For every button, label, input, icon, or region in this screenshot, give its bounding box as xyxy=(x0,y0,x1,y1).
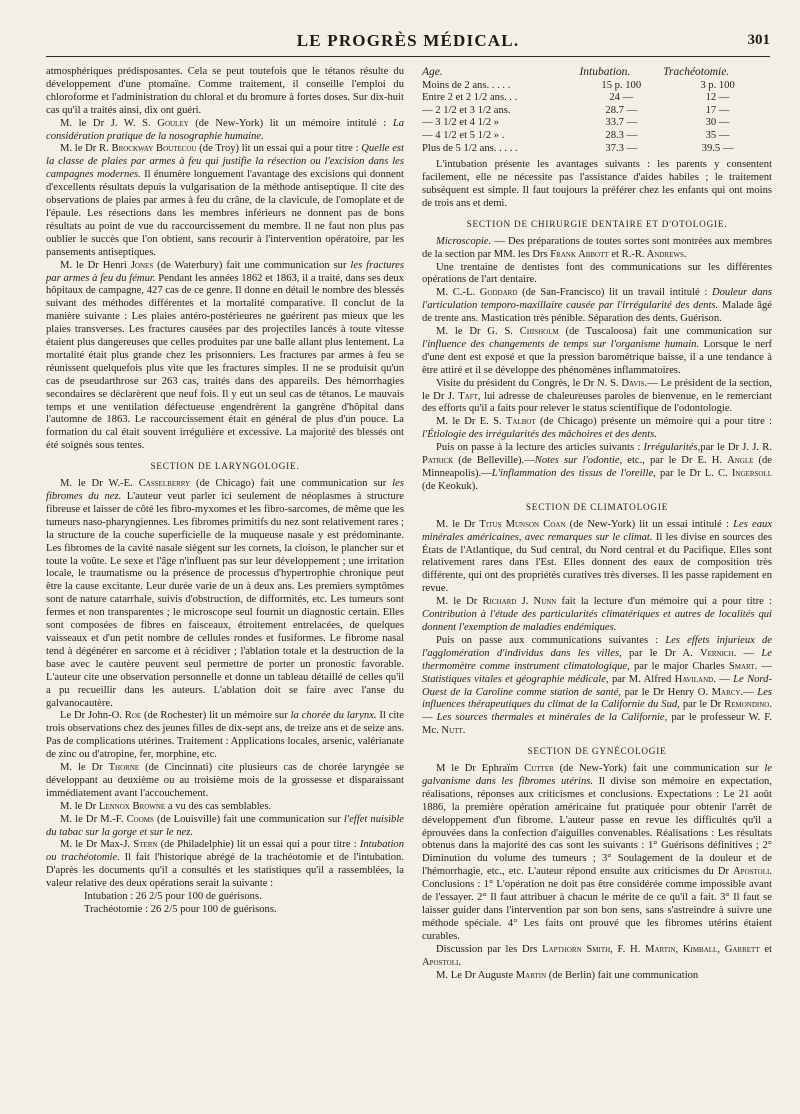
table-cell: 15 p. 100 xyxy=(601,79,642,91)
section-heading: SECTION DE CHIRURGIE DENTAIRE ET D'OTOLOGIE. xyxy=(466,218,728,229)
author-name: Richard J. Nunn xyxy=(482,596,557,608)
table-cell: 24 — xyxy=(609,92,634,104)
section-heading: SECTION DE CLIMATOLOGIE xyxy=(525,501,669,512)
table-cell: Moins de 2 ans. . . . . xyxy=(422,79,511,91)
paragraph xyxy=(46,118,404,144)
work-title: Le Nord-Ouest de la Caroline comme station de santé, xyxy=(422,673,772,698)
text-run: Il les divise en sources des États de l'Atlantique, du Sud central, du Nord central et du Pacifique. Elles sont relativement rares dans l'Est. Elles donnent des eaux de composition très différente, qui ont des propriétés curatives très diverses. Il les passe rapidement en revue. xyxy=(422,531,773,595)
text-run: Malade âgé de trente ans. Mastication très pénible. Séparation des dents. Guérison. xyxy=(422,300,772,325)
text-run: M. le Dr Henri xyxy=(60,259,131,271)
text-run: . Conclusions : 1° L'opération ne doit pas être considérée comme impossible avant de l'essayer. 2° Il faut attribuer à chacun le mérite de ce qu'il a fait. 3° Il faut se laisser guider dans l'intervention par son bon sens, sans s'astreindre à suivre une méthode spéciale. 4° Les faits ont prouvé que les fibromes utérins étaient curables. xyxy=(422,866,772,942)
author-name: Gouley xyxy=(157,117,189,129)
text-run: par le Dr L. C. xyxy=(655,468,732,479)
text-run: M. le Dr Max-J. xyxy=(60,839,134,851)
left-column xyxy=(46,66,404,917)
text-run: M. le Dr xyxy=(60,800,99,812)
text-run: Il cite trois observations chez des jeunes filles de dix-sept ans, de treize ans et de seize ans. Pas de complications utérines. Traitement : Applications locales, arsenic, valérianate de zinc ou d'atropine, fer, morphine, etc. xyxy=(46,710,405,761)
text-run: M. C.-L. xyxy=(436,287,480,299)
author-name: Titus Munson Coan xyxy=(479,518,566,530)
text-run: (de San-Francisco) lit un travail intitulé : xyxy=(517,287,712,299)
paragraph xyxy=(422,596,772,635)
author-name: Frank Abbott xyxy=(550,248,609,260)
text-run: M. le Dr xyxy=(436,596,483,608)
paragraph xyxy=(46,710,404,762)
table-cell: — 4 1/2 et 5 1/2 » . xyxy=(422,129,505,141)
table-cell: 37.3 — xyxy=(605,142,638,154)
work-title: Quelle est la classe de plaies par armes à feu qui justifie la résection ou l'excision dans les campagnes modernes. xyxy=(46,143,404,181)
author-name: Goddard xyxy=(479,287,518,299)
text-run: Lorsque le nerf d'une dent est exposé et que la pression barométrique baisse, il a une tendance à être attiré et il se développe des phénomènes inflammatoires. xyxy=(422,338,773,376)
work-title: l'effet nuisible du tabac sur la gorge et sur le nez. xyxy=(46,813,404,838)
author-name: Taft xyxy=(458,390,478,402)
text-run: M. le Dr J. W. S. xyxy=(60,117,158,129)
text-run: (de Berlin) fait une communication xyxy=(546,969,699,981)
text-run: (de Waterbury) fait une communication sur xyxy=(153,259,351,271)
paragraph xyxy=(422,442,772,494)
text-run: fait la lecture d'un mémoire qui a pour titre : xyxy=(556,596,772,608)
work-title: Les sources thermales et minérales de la Californie, xyxy=(436,712,668,724)
paragraph xyxy=(46,478,404,710)
text-run: par le Dr J. J. R. xyxy=(700,442,772,454)
author-name: Martin xyxy=(645,943,676,955)
paragraph: Une trentaine de dentistes font des communications sur les différentes opérations de l'art dentaire. xyxy=(422,261,772,286)
text-run: . xyxy=(462,725,466,737)
table-row xyxy=(422,117,772,130)
paragraph xyxy=(46,801,404,814)
text-run: (de Minneapolis).— xyxy=(422,455,772,479)
text-run: (de New-York) lit un mémoire intitulé : xyxy=(188,117,393,129)
text-run: Il énumère longuement l'avantage des excisions qui donnent d'excellents résultats depuis la vulgarisation de la méthode antiseptique. Il cite des observations de plaies par armes à feu du crâne, de la clavicule, de l'omoplate et de l'épaule. Les résections dans les membres inférieurs ne donnent pas de bons résultats au point de vue du raccourcissement du membre. Il ne faut non plus pas oublier le succès que l'on obtient, sans recourir à l'intervention opératoire, par les pansements antiseptiques. xyxy=(46,169,404,258)
author-name: Apostoli xyxy=(733,866,770,878)
work-title: Le thermomètre comme instrument climatologique, xyxy=(422,647,772,672)
text-run: M. le Dr W.-E. xyxy=(60,478,139,490)
table-cell: 28.3 — xyxy=(605,129,638,141)
work-title: l'Étiologie des irrégularités des mâchoires et des dents. xyxy=(422,429,657,441)
author-name: Cutter xyxy=(524,763,554,775)
text-run: M. le Dr R. xyxy=(60,143,112,155)
author-name: Jones xyxy=(130,259,154,271)
table-cell: 3 p. 100 xyxy=(700,79,735,91)
table-row xyxy=(422,130,772,143)
author-name: Angle xyxy=(727,455,754,467)
table-cell: 12 — xyxy=(705,92,730,104)
text-run: Le Dr John-O. xyxy=(60,710,125,722)
text-run: , etc., par le Dr E. H. xyxy=(619,455,728,467)
text-run: par le major Charles xyxy=(629,660,729,672)
text-run: — Des préparations de toutes sortes sont montrées aux membres de la section par MM. les Drs xyxy=(422,235,772,260)
paragraph xyxy=(422,287,772,326)
paragraph xyxy=(46,814,404,840)
paragraph xyxy=(422,970,772,983)
author-name: Kimball, Garrett xyxy=(682,943,760,955)
work-title: Les effets injurieux de l'agglomération d'individus dans les villes, xyxy=(422,634,773,659)
page-number: 301 xyxy=(747,32,770,48)
table-cell: 30 — xyxy=(705,117,730,129)
text-run: L'auteur veut parler ici seulement de néoplasmes à structure fibreuse et laisser de côté les fibro-myxomes et les fibro-sarcomes, de même que les tumeurs naso-pharyngiennes. Les fibromes primitifs du nez sont relativement rares ; la structure de la couche superficielle de la muqueuse nasale y est prédominante. Les fibromes de la cavité nasale siègent sur les cornets, la cloison, le plancher sur et toute la voûte. Le sexe et l'âge n'influent pas sur leur développement ; une irritation locale, le traumatisme ou la présence de processus d'hypertrophie chronique peut être la cause excitante. Leur durée varie de un à deux ans. Les premiers symptômes sont de nature catarrhale, suivis d'obstruction, de difformités, etc. Les tumeurs sont fermes et non transparentes ; le microscope seul fournit un diagnostic certain. Elles sont composées de fibres en faisceaux, étroitement entrelacées, de quelques vaisseaux et d'un petit nombre de cellules rondes et fusiformes. Le fibrome nasal tend à dégénérer en sarcome et à récidiver ; l'ablation totale et la destruction de la base avec le cautère peuvent seul permettre de porter un pronostic favorable. L'auteur cite une observation personnelle et donne un tableau détaillé de celles qu'il a pu recueillir dans les auteurs. L'ablation doit se faire avec l'anse du galvanocautère. xyxy=(46,491,404,709)
author-name: Lennox Browne xyxy=(98,800,166,812)
text-run: (de Cincinnati) cite plusieurs cas de chorée laryngée se développant au deuxième ou au troisième mois de la grossesse et disparaissant immédiatement avant l'accouchement. xyxy=(46,762,404,799)
author-name: Marcy xyxy=(711,686,741,698)
column-header-tracheotomie: Trachéotomie. xyxy=(663,66,730,78)
age-statistics-table xyxy=(422,66,772,155)
author-name: Talbot xyxy=(505,416,536,428)
author-name: Haviland xyxy=(674,673,714,685)
text-run: et xyxy=(759,943,773,955)
journal-title: LE PROGRÈS MÉDICAL. xyxy=(296,31,520,50)
text-run: par le professeur W. F. Mc. xyxy=(422,712,772,737)
text-run: Visite du président du Congrès, le Dr N. S. xyxy=(436,377,622,389)
text-run: (de Louisville) fait une communication sur xyxy=(153,813,344,825)
paragraph xyxy=(46,762,404,801)
author-name: Smart xyxy=(728,660,755,672)
table-cell: 33.7 — xyxy=(605,117,638,129)
work-title: l'influence des changements de temps sur l'organisme humain. xyxy=(422,338,700,350)
text-run: (de Belleville).— xyxy=(453,455,535,467)
table-cell: — 2 1/2 et 3 1/2 ans. xyxy=(422,104,511,116)
paragraph xyxy=(46,839,404,891)
text-run: . — xyxy=(733,647,762,659)
work-title: les fractures par armes à feu du fémur. xyxy=(46,259,404,284)
text-run: M. le Dr xyxy=(436,518,480,530)
column-header-age: Age. xyxy=(422,66,443,78)
text-run: . xyxy=(683,248,687,260)
text-run: (de Rochester) lit un mémoire sur xyxy=(141,710,291,722)
author-name: Casselberry xyxy=(138,478,191,490)
text-run: Puis on passe aux communications suivantes : xyxy=(436,634,666,646)
author-name: Apostoli xyxy=(422,956,459,968)
text-run: M le Dr Ephraïm xyxy=(436,763,525,775)
work-title: la chorée du larynx. xyxy=(290,710,377,722)
table-header-row xyxy=(422,66,772,80)
running-header xyxy=(46,30,770,57)
text-run: M. Le Dr Auguste xyxy=(436,969,516,981)
author-name: R.-R. Andrews xyxy=(621,248,684,260)
text-run: M. le Dr E. S. xyxy=(436,416,506,428)
work-title: les fibromes du nez. xyxy=(46,478,404,502)
author-name: Thorne xyxy=(108,762,140,774)
paragraph: atmosphériques prédisposantes. Cela se peut toutefois que le tétanos résulte du développement d'une ptomaïne. Comme traitement, il conseille l'emploi du chloroforme et l'administration du chloral et du bromure à fortes doses. Sur dix-huit cas qu'il a traités ainsi, dix ont guéri. xyxy=(46,66,404,116)
text-run: . xyxy=(458,956,461,968)
text-run: . — xyxy=(713,673,734,685)
text-run: M. le Dr xyxy=(60,762,109,774)
text-run: par M. Alfred xyxy=(608,673,675,685)
text-run: par le Dr Henry O. xyxy=(621,686,712,698)
author-name: Nutt xyxy=(441,725,463,737)
text-run: a vu des cas semblables. xyxy=(165,800,272,812)
text-run: (de New-York) fait une communication sur xyxy=(553,763,765,775)
author-name: Davis xyxy=(621,377,645,389)
text-run: (de Troy) lit un essai qui a pour titre : xyxy=(196,143,362,155)
paragraph: L'intubation présente les avantages suivants : les parents y consentent facilement, elle ne nécessite pas l'assistance d'aides habiles ; le traitement subséquent est simple. Il faut toujours la préférer chez les enfants qui ont moins de trois ans et demi. xyxy=(422,159,772,209)
text-run: Discussion par les Drs xyxy=(436,943,543,955)
text-run: M. le Dr M.-F. xyxy=(60,813,127,825)
work-title: le galvanisme dans les fibromes utérins. xyxy=(422,763,772,787)
author-name: Roe xyxy=(124,710,142,722)
section-heading: SECTION DE GYNÉCOLOGIE xyxy=(527,746,667,757)
work-title: La considération pratique de la nosographie humaine. xyxy=(46,117,405,142)
text-run: Il fait l'historique abrégé de la trachéotomie et de l'intubation. D'après les documents qu'il a consultés et les statistiques qu'il a rassemblées, la valeur relative des deux opérations serait la suivante : xyxy=(46,852,404,890)
text-run: Puis on passe à la lecture des articles suivants : xyxy=(436,442,644,454)
work-title: Douleur dans l'articulation temporo-maxillaire causée par l'irrégularité des dents. xyxy=(422,287,772,312)
text-run: et xyxy=(608,248,622,260)
text-run: , F. H. xyxy=(610,943,646,955)
paragraph xyxy=(422,326,772,378)
table-row xyxy=(422,92,772,105)
table-cell: Entre 2 et 2 1/2 ans. . . xyxy=(422,92,518,104)
column-header-intubation: Intubation. xyxy=(579,66,631,78)
paragraph xyxy=(422,236,772,262)
paragraph xyxy=(422,378,772,417)
text-run: par le Dr A. xyxy=(621,647,700,659)
text-run: Il divise son mémoire en expectation, réalisations, réponses aux criticismes et conclusions. Expectations : Le 21 août 1886, la première opération américaine fut pratiquée pour obtenir l'arrêt de développement d'un fibrome. L'auteur passe en revue les difficultés qu'il a éprouvées dans la confection d'aiguilles convenables. Réalisations : Les résultats obtenus dans la majorité des cas sont les suivants : 1° Guérisons définitives ; 2° Diminution du volume des tumeurs ; 3° Soulagement de la douleur et de l'hémorrhagie, etc., etc. L'auteur répond ensuite aux criticismes du Dr xyxy=(422,775,772,878)
paragraph xyxy=(46,143,404,259)
text-run: , xyxy=(675,943,683,955)
work-title: L'inflammation des tissus de l'oreille, xyxy=(491,468,656,479)
author-name: Cooms xyxy=(126,813,154,825)
table-cell: 39.5 — xyxy=(701,142,734,154)
work-title: Microscopie. xyxy=(436,235,492,247)
right-column xyxy=(422,66,772,982)
author-name: Martin xyxy=(515,969,547,981)
text-run: (de New-York) lit un essai intitulé : xyxy=(565,518,734,530)
author-name: Chisholm xyxy=(519,326,559,338)
work-title: Notes sur l'odontie xyxy=(534,455,620,467)
work-title: Les eaux minérales américaines, avec remarques sur le climat. xyxy=(422,518,772,543)
author-name: Stern xyxy=(133,839,158,851)
table-cell: 28.7 — xyxy=(605,104,638,116)
author-name: Lapthorn Smith xyxy=(542,943,611,955)
table-cell: 17 — xyxy=(705,104,730,116)
table-cell: Plus de 5 1/2 ans. . . . . xyxy=(422,142,518,154)
work-title: Statistiques vitales et géographie médicale, xyxy=(422,673,609,685)
text-run: Pendant les années 1862 et 1863, il a traité, dans ses deux hôpitaux de campagne, 427 cas de ce genre. Il donne en détail le nombre des blessés suivant des méthodes différentes et la mortalité comparative. Il conclut de la manière suivante : Les plaies antéro-postérieures ne guérirent pas mieux que les plaies transverses. Les fractures causées par des projectiles lancés à toute vitesse étaient plus dangereuses que celles produites par une balle allant plus lentement. La mortalité était plus grande chez les prisonniers. Les fractures par armes à feu se réunissent quelquefois plus vite que les fractures simples. Il ne se produisit qu'un cas de pseudarthrose sur 263 cas, traités dans des appareils. Des hémorrhagies secondaires se déclarèrent que neuf fois. Il y eut un seul cas de tétanos. Le mauvais temps et une ventilation défectueuse engendrèrent la gangrène d'hôpital dans l'automne de 1863. Le raccourcissement était en général de plus d'un pouce. La formation du cal était souvent irrégulière et excessive. La majorité des blessés ont été soignés sous tentes. xyxy=(46,272,404,452)
text-run: (de Philadelphie) lit un essai qui a pour titre : xyxy=(157,839,360,851)
author-name: Remondino xyxy=(724,699,770,711)
text-run: par le Dr xyxy=(679,699,725,711)
table-row xyxy=(422,80,772,93)
work-title: Les influences thérapeutiques du climat de la Californie du Sud, xyxy=(422,686,773,711)
statistic-line: Trachéotomie : 26 2/5 pour 100 de guérisons. xyxy=(84,904,277,915)
author-name: Vernich xyxy=(699,647,734,659)
paragraph xyxy=(46,260,404,454)
table-row xyxy=(422,105,772,118)
paragraph xyxy=(422,635,772,738)
table-row xyxy=(422,143,772,156)
text-run: .— xyxy=(740,686,758,698)
text-run: , lui adresse de chaleureuses paroles de bienvenue, en le remerciant des efforts qu'il a faits pour relever le status scientifique de l'odontologie. xyxy=(422,390,773,415)
text-run: M. le Dr G. S. xyxy=(436,326,520,338)
author-name: Patrick xyxy=(422,455,454,467)
statistic-line: Intubation : 26 2/5 pour 100 de guérisons. xyxy=(84,891,262,903)
paragraph xyxy=(422,944,772,970)
text-run: . — xyxy=(422,699,772,724)
section-heading: SECTION DE LARYNGOLOGIE. xyxy=(150,461,300,472)
paragraph xyxy=(422,519,772,596)
paragraph xyxy=(422,763,772,944)
work-title: Contribution à l'étude des particularités climatériques et autres de localités qui donnent l'exemption de maladies endémiques. xyxy=(422,609,772,633)
text-run: (de Tuscaloosa) fait une communication sur xyxy=(558,326,772,338)
paragraph xyxy=(422,416,772,442)
text-run: (de Keokuk). xyxy=(422,480,478,492)
text-run: (de Chicago) fait une communication sur xyxy=(190,478,393,490)
text-run: .— Le président de la section, le Dr J. xyxy=(422,377,772,402)
text-run: (de Chicago) présente un mémoire qui a pour titre : xyxy=(535,416,773,428)
text-run: . — xyxy=(754,660,772,672)
work-title: Irrégularités, xyxy=(643,442,701,454)
table-cell: 35 — xyxy=(705,129,730,141)
author-name: Brockway Boutecou xyxy=(111,143,197,155)
work-title: Intubation ou trachéotomie. xyxy=(46,839,404,864)
author-name: Ingersoll xyxy=(731,468,772,479)
table-cell: — 3 1/2 et 4 1/2 » xyxy=(422,117,500,129)
